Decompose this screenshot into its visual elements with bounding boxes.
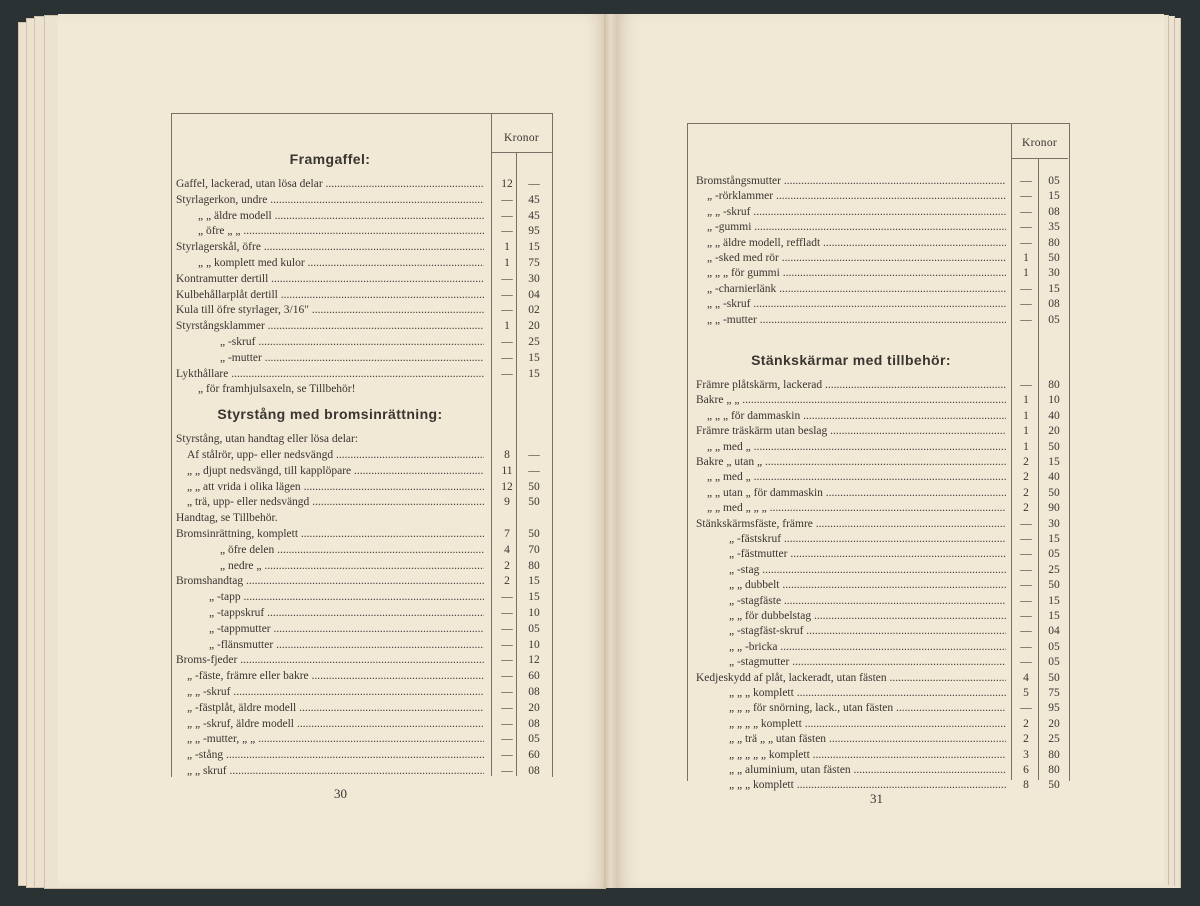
kronor-value: 12 — [501, 178, 513, 190]
item-label: „ -flänsmutter ..... — [209, 638, 484, 652]
item-label: „ „ -skruf ..... — [707, 297, 1006, 311]
kronor-value: — — [501, 654, 513, 667]
kronor-value: — — [501, 351, 513, 364]
price-row — [0, 220, 1200, 234]
item-label: Styrlagerskål, öfre ..... — [176, 240, 484, 254]
price-row — [0, 455, 1200, 469]
item-label: Kedjeskydd af plåt, lackeradt, utan fästen ..... — [696, 671, 1006, 685]
ore-value: 15 — [1048, 594, 1060, 607]
kronor-value: — — [1020, 282, 1032, 295]
kronor-value: 2 — [504, 575, 510, 588]
item-label: „ -gummi ..... — [707, 220, 1006, 234]
item-label: „ trä, upp- eller nedsvängd ..... — [187, 495, 484, 509]
item-label: „ „ för dubbelstag ..... — [729, 609, 1006, 623]
ore-value: 02 — [528, 304, 540, 317]
kronor-value: — — [1020, 190, 1032, 203]
kronor-value: — — [501, 225, 513, 238]
kronor-value: 5 — [1023, 687, 1029, 699]
kronor-value: 1 — [504, 320, 510, 333]
item-label: „ -mutter ..... — [220, 351, 484, 365]
price-row — [0, 563, 1200, 577]
item-label: „ „ med „ ..... — [707, 440, 1006, 454]
kronor-value: — — [1020, 175, 1032, 187]
item-label: „ „ „ för snörning, lack., utan fästen ..... — [729, 701, 1006, 715]
kronor-value: 2 — [504, 559, 510, 572]
item-label: „ „ att vrida i olika lägen ..... — [187, 480, 484, 494]
ore-value: 05 — [1048, 313, 1060, 326]
kronor-value: 2 — [1023, 471, 1029, 484]
right-page-number: 31 — [870, 791, 883, 806]
ore-value: 40 — [1048, 471, 1060, 484]
ore-value: 10 — [1048, 394, 1060, 407]
item-label: „ -fäste, främre eller bakre ..... — [187, 669, 484, 683]
kronor-value: 1 — [1023, 409, 1029, 422]
item-label: „ „ trä „ „ utan fästen ..... — [729, 732, 1006, 746]
kronor-value: — — [1020, 702, 1032, 715]
kronor-value: 3 — [1023, 748, 1029, 761]
ore-value: 15 — [528, 367, 540, 380]
item-label: Styrstångsklammer ..... — [176, 319, 484, 333]
ore-value: 15 — [1048, 282, 1060, 295]
ore-value: 08 — [1048, 298, 1060, 311]
item-label: Bromshandtag ..... — [176, 574, 484, 588]
item-label: Bakre „ „ ..... — [696, 393, 1006, 407]
kronor-value: — — [1020, 533, 1032, 545]
item-label: „ för framhjulsaxeln, se Tillbehör! — [198, 383, 356, 396]
ore-value: — — [528, 178, 540, 190]
item-label: „ „ „ „ komplett ..... — [729, 717, 1006, 731]
ore-value: 15 — [528, 591, 540, 604]
kronor-value: — — [1020, 517, 1032, 530]
price-row — [0, 578, 1200, 592]
ore-value: 08 — [528, 717, 540, 730]
item-label: „ „ skruf ..... — [187, 764, 484, 778]
kronor-value: 1 — [1023, 425, 1029, 438]
item-label: „ öfre „ „ ..... — [198, 224, 484, 238]
ore-value: 04 — [1048, 625, 1060, 638]
right-kronor-header: Kronor — [1021, 137, 1057, 149]
ore-value: 15 — [1048, 533, 1060, 545]
price-row — [0, 486, 1200, 500]
kronor-value: — — [501, 670, 513, 683]
ore-value: 70 — [528, 543, 540, 556]
kronor-value: — — [501, 765, 513, 777]
ore-value: 15 — [1048, 610, 1060, 622]
kronor-value: — — [501, 288, 513, 301]
ore-value: 08 — [1048, 205, 1060, 218]
kronor-value: — — [501, 272, 513, 285]
item-label: „ „ -bricka ..... — [729, 640, 1006, 654]
ore-value: 25 — [1048, 563, 1060, 576]
item-label: „ „ „ komplett ..... — [729, 778, 1006, 792]
item-label: Bromstångsmutter ..... — [696, 174, 1006, 188]
ore-value: 12 — [528, 654, 540, 667]
kronor-value: 2 — [1023, 733, 1029, 746]
kronor-value: — — [501, 686, 513, 698]
item-label: „ öfre delen ..... — [220, 543, 484, 557]
kronor-value: — — [1020, 640, 1032, 653]
ore-value: 80 — [1048, 748, 1060, 761]
item-label: „ „ -mutter, „ „ ..... — [187, 732, 484, 746]
kronor-value: — — [1020, 379, 1032, 391]
item-label: „ -tappmutter ..... — [209, 622, 484, 636]
kronor-value: 1 — [504, 257, 510, 269]
item-label: „ „ „ för gummi ..... — [707, 266, 1006, 280]
kronor-value: 7 — [504, 528, 510, 540]
item-label: „ „ äldre modell ..... — [198, 209, 484, 223]
item-label: Främre träskärm utan beslag ..... — [696, 424, 1006, 438]
kronor-value: — — [501, 304, 513, 317]
price-row — [0, 748, 1200, 762]
ore-value: 50 — [1048, 440, 1060, 453]
item-label: Styrstång, utan handtag eller lösa delar: — [176, 433, 359, 446]
item-label: „ „ -skruf, äldre modell ..... — [187, 717, 484, 731]
ore-value: 90 — [1048, 502, 1060, 515]
price-row — [0, 640, 1200, 654]
price-row — [0, 313, 1200, 327]
kronor-value: — — [501, 701, 513, 714]
price-row — [0, 189, 1200, 203]
item-label: Styrlagerkon, undre ..... — [176, 193, 484, 207]
item-label: Bakre „ utan „ ..... — [696, 455, 1006, 469]
item-label: „ -stagfäst-skruf ..... — [729, 624, 1006, 638]
right-header-rule — [1011, 158, 1068, 159]
kronor-value: — — [1020, 625, 1032, 638]
ore-value: 50 — [1048, 486, 1060, 499]
kronor-value: 1 — [504, 241, 510, 254]
price-row — [0, 440, 1200, 454]
item-label: „ -rörklammer ..... — [707, 189, 1006, 203]
price-row — [0, 594, 1200, 608]
ore-value: 50 — [528, 528, 540, 540]
item-label: „ -tappskruf ..... — [209, 606, 484, 620]
ore-value: 20 — [528, 701, 540, 714]
ore-value: 50 — [528, 480, 540, 493]
item-label: Bromsinrättning, komplett ..... — [176, 527, 484, 541]
item-label: „ „ -mutter ..... — [707, 313, 1006, 327]
ore-value: 50 — [1048, 579, 1060, 592]
ore-value: 50 — [1048, 252, 1060, 264]
price-row — [0, 701, 1200, 715]
ore-value: 25 — [1048, 733, 1060, 746]
ore-value: 80 — [1048, 236, 1060, 249]
ore-value: 80 — [1048, 379, 1060, 391]
kronor-value: — — [501, 367, 513, 380]
ore-value: 15 — [1048, 456, 1060, 468]
ore-value: 05 — [1048, 656, 1060, 669]
item-label: „ „ med „ „ „ ..... — [707, 501, 1006, 515]
ore-value: 15 — [528, 241, 540, 254]
ore-value: 20 — [528, 320, 540, 333]
item-label: Af stålrör, upp- eller nedsvängd ..... — [187, 448, 484, 462]
ore-value: 10 — [528, 607, 540, 619]
kronor-value: — — [501, 638, 513, 651]
ore-value: 30 — [528, 272, 540, 285]
kronor-value: — — [501, 622, 513, 635]
price-row — [0, 266, 1200, 280]
ore-value: 20 — [1048, 717, 1060, 730]
price-row — [0, 778, 1200, 792]
ore-value: 80 — [528, 559, 540, 572]
kronor-value: 6 — [1023, 764, 1029, 776]
ore-value: 20 — [1048, 425, 1060, 438]
item-label: „ -stagmutter ..... — [729, 655, 1006, 669]
section-heading: Stänkskärmar med tillbehör: — [751, 352, 951, 368]
price-row — [0, 236, 1200, 250]
kronor-value: — — [501, 733, 513, 746]
price-row — [0, 501, 1200, 515]
item-label: „ -skruf ..... — [220, 335, 484, 349]
kronor-value: — — [501, 717, 513, 730]
ore-value: 05 — [1048, 640, 1060, 653]
item-label: „ -stång ..... — [187, 748, 484, 762]
price-row — [0, 732, 1200, 746]
section-heading: Framgaffel: — [289, 151, 371, 167]
kronor-value: — — [501, 193, 513, 206]
item-label: „ -tapp ..... — [209, 590, 484, 604]
price-row — [0, 470, 1200, 484]
kronor-value: 4 — [1023, 671, 1029, 684]
item-label: Kulbehållarplåt dertill ..... — [176, 288, 484, 302]
kronor-value: — — [501, 607, 513, 619]
price-row — [0, 282, 1200, 296]
kronor-value: — — [1020, 221, 1032, 234]
left-page-number: 30 — [334, 786, 347, 801]
ore-value: 15 — [1048, 190, 1060, 203]
item-label: „ -fästplåt, äldre modell ..... — [187, 701, 484, 715]
kronor-value: — — [1020, 548, 1032, 561]
ore-value: 05 — [1048, 548, 1060, 561]
item-label: „ -sked med rör ..... — [707, 251, 1006, 265]
ore-value: 05 — [528, 733, 540, 746]
ore-value: 50 — [528, 496, 540, 509]
kronor-value: 1 — [1023, 252, 1029, 264]
ore-value: 30 — [1048, 267, 1060, 280]
price-row — [0, 424, 1200, 438]
item-label: „ -stagfäste ..... — [729, 594, 1006, 608]
ore-value: — — [528, 464, 540, 477]
ore-value: 50 — [1048, 779, 1060, 792]
item-label: „ -fästskruf ..... — [729, 532, 1006, 546]
price-row — [0, 517, 1200, 531]
price-row — [0, 532, 1200, 546]
item-label: Broms-fjeder ..... — [176, 653, 484, 667]
item-label: „ „ aluminium, utan fästen ..... — [729, 763, 1006, 777]
ore-value: 08 — [528, 765, 540, 777]
item-label: Handtag, se Tillbehör. — [176, 512, 278, 525]
ore-value: 80 — [1048, 764, 1060, 776]
kronor-value: 1 — [1023, 267, 1029, 280]
price-row — [0, 393, 1200, 407]
price-row — [0, 686, 1200, 700]
kronor-value: 11 — [501, 464, 513, 477]
item-label: „ „ „ „ „ komplett ..... — [729, 748, 1006, 762]
kronor-value: 2 — [1023, 502, 1029, 515]
item-label: „ „ komplett med kulor ..... — [198, 256, 484, 270]
ore-value: 25 — [528, 336, 540, 348]
price-row — [0, 671, 1200, 685]
ore-value: 08 — [528, 686, 540, 698]
item-label: „ „ dubbelt ..... — [729, 578, 1006, 592]
ore-value: 45 — [528, 209, 540, 222]
ore-value: 50 — [1048, 671, 1060, 684]
ore-value: — — [528, 449, 540, 461]
ore-value: 05 — [528, 622, 540, 635]
item-label: Lykthållare ..... — [176, 367, 484, 381]
kronor-value: 2 — [1023, 486, 1029, 499]
item-label: „ nedre „ ..... — [220, 559, 484, 573]
item-label: Kula till öfre styrlager, 3/16" ..... — [176, 303, 484, 317]
ore-value: 15 — [528, 575, 540, 588]
ore-value: 60 — [528, 670, 540, 683]
kronor-value: — — [1020, 656, 1032, 669]
ore-value: 35 — [1048, 221, 1060, 234]
ore-value: 05 — [1048, 175, 1060, 187]
kronor-value: 1 — [1023, 394, 1029, 407]
price-row — [0, 378, 1200, 392]
item-label: „ -stag ..... — [729, 563, 1006, 577]
ore-value: 45 — [528, 193, 540, 206]
kronor-value: 4 — [504, 543, 510, 556]
kronor-value: 8 — [1023, 779, 1029, 792]
kronor-value: 2 — [1023, 717, 1029, 730]
kronor-value: — — [1020, 610, 1032, 622]
kronor-value: — — [501, 336, 513, 348]
item-label: Kontramutter dertill ..... — [176, 272, 484, 286]
kronor-value: — — [501, 749, 513, 762]
price-row — [0, 297, 1200, 311]
ore-value: 10 — [528, 638, 540, 651]
price-row — [0, 717, 1200, 731]
item-label: „ „ „ komplett ..... — [729, 686, 1006, 700]
item-label: „ „ -skruf ..... — [707, 205, 1006, 219]
price-row — [0, 409, 1200, 423]
kronor-value: — — [1020, 298, 1032, 311]
kronor-value: 12 — [501, 480, 513, 493]
kronor-value: — — [1020, 236, 1032, 249]
item-label: „ „ djupt nedsvängd, till kapplöpare ..... — [187, 464, 484, 478]
kronor-value: — — [501, 591, 513, 604]
left-header-rule — [491, 152, 552, 153]
ore-value: 15 — [528, 351, 540, 364]
item-label: „ „ -skruf ..... — [187, 685, 484, 699]
kronor-value: — — [1020, 579, 1032, 592]
item-label: „ „ med „ ..... — [707, 470, 1006, 484]
left-kronor-header: Kronor — [503, 132, 539, 144]
item-label: Gaffel, lackerad, utan lösa delar ..... — [176, 177, 484, 191]
item-label: Stänkskärmsfäste, främre ..... — [696, 517, 1006, 531]
item-label: Främre plåtskärm, lackerad ..... — [696, 378, 1006, 392]
item-label: „ „ „ för dammaskin ..... — [707, 409, 1006, 423]
ore-value: 75 — [528, 257, 540, 269]
ore-value: 30 — [1048, 517, 1060, 530]
item-label: „ „ äldre modell, reffladt ..... — [707, 236, 1006, 250]
kronor-value: 9 — [504, 496, 510, 509]
ore-value: 75 — [1048, 687, 1060, 699]
kronor-value: — — [501, 209, 513, 222]
kronor-value: — — [1020, 313, 1032, 326]
price-row — [0, 174, 1200, 188]
item-label: „ -fästmutter ..... — [729, 547, 1006, 561]
ore-value: 04 — [528, 288, 540, 301]
kronor-value: — — [1020, 205, 1032, 218]
kronor-value: 1 — [1023, 440, 1029, 453]
ore-value: 95 — [1048, 702, 1060, 715]
item-label: „ „ utan „ för dammaskin ..... — [707, 486, 1006, 500]
kronor-value: — — [1020, 594, 1032, 607]
price-row — [0, 655, 1200, 669]
ore-value: 60 — [528, 749, 540, 762]
item-label: „ -charnierlänk ..... — [707, 282, 1006, 296]
price-row — [0, 609, 1200, 623]
ore-value: 95 — [528, 225, 540, 238]
kronor-value: — — [1020, 563, 1032, 576]
section-heading: Styrstång med bromsinrättning: — [217, 406, 443, 423]
kronor-value: 2 — [1023, 456, 1029, 468]
price-row — [0, 251, 1200, 265]
kronor-value: 8 — [504, 449, 510, 461]
price-row — [0, 547, 1200, 561]
ore-value: 40 — [1048, 409, 1060, 422]
price-row — [0, 205, 1200, 219]
price-row — [0, 624, 1200, 638]
price-row — [0, 763, 1200, 777]
